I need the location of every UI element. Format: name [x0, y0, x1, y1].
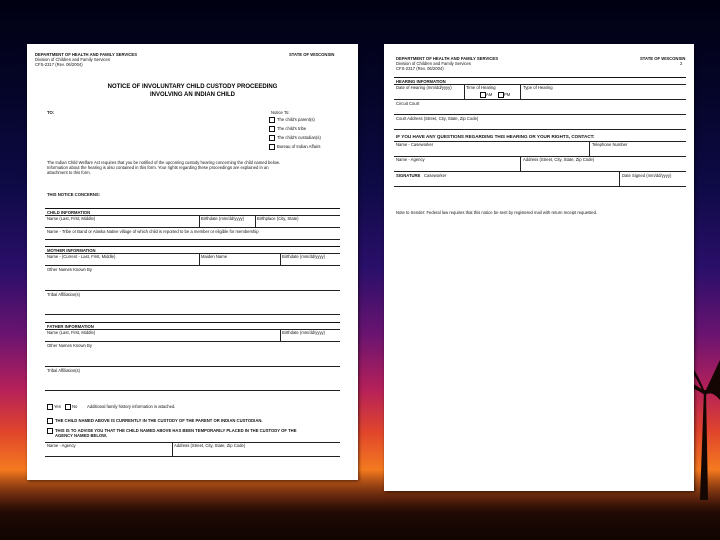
col-rule — [199, 215, 200, 227]
father-info-header: FATHER INFORMATION — [47, 324, 94, 329]
col-rule — [199, 253, 200, 265]
child-info-header: CHILD INFORMATION — [47, 210, 91, 215]
additional-info-label: Additional family history information is attached. — [87, 404, 176, 409]
signature-label: SIGNATURE — [396, 173, 421, 178]
form-page-2 — [384, 44, 694, 491]
col-rule — [255, 215, 256, 227]
section-rule — [45, 322, 340, 323]
notice-to-label: Notice To: — [271, 110, 290, 115]
row-rule — [45, 265, 340, 266]
row-rule — [45, 239, 340, 240]
state-label: STATE OF WISCONSIN — [640, 56, 686, 61]
caseworker-field[interactable]: Name - Caseworker — [396, 142, 434, 147]
child-birthdate-field[interactable]: Birthdate (mm/dd/yyyy) — [201, 216, 245, 221]
col-rule — [280, 329, 281, 341]
row-rule — [45, 456, 340, 457]
col-rule — [280, 253, 281, 265]
custody-parent-checkbox[interactable] — [47, 418, 53, 424]
pm-label: PM — [504, 92, 511, 97]
state-label: STATE OF WISCONSIN — [289, 52, 335, 57]
hearing-info-header: HEARING INFORMATION — [396, 79, 446, 84]
caseworker-signature-field[interactable]: Caseworker — [424, 173, 447, 178]
col-rule — [520, 156, 521, 171]
custodian-checkbox[interactable] — [269, 135, 275, 141]
note-to-sender: Note to Sender: Federal law requires that this notice be sent by registered mail with return receipt requested. — [396, 210, 598, 215]
row-rule — [45, 390, 340, 391]
agency-name: DEPARTMENT OF HEALTH AND FAMILY SERVICES — [396, 56, 498, 61]
form-number: CFS-2317 (Rev. 06/2004) — [35, 62, 83, 67]
concerns-label: THIS NOTICE CONCERNS: — [47, 192, 101, 197]
agency-name: DEPARTMENT OF HEALTH AND FAMILY SERVICES — [35, 52, 137, 57]
bia-checkbox[interactable] — [269, 144, 275, 150]
father-tribal-field[interactable]: Tribal Affiliation(s) — [47, 368, 81, 373]
division-name: Division of Children and Family Services — [396, 61, 471, 66]
telephone-field[interactable]: Telephone Number — [592, 142, 628, 147]
row-rule — [45, 366, 340, 367]
agency-address-field[interactable]: Address (Street, City, State, Zip Code) — [174, 443, 246, 448]
row-rule — [394, 99, 686, 100]
row-rule — [394, 141, 686, 142]
maiden-name-field[interactable]: Maiden Name — [201, 254, 228, 259]
parents-checkbox[interactable] — [269, 117, 275, 123]
section-rule — [45, 208, 340, 209]
icwa-text-line2: Information about the hearing is also contained in this form. Your rights regarding these proceedings are explained in an — [47, 165, 269, 170]
row-rule — [394, 186, 686, 187]
form-title-line1: NOTICE OF INVOLUNTARY CHILD CUSTODY PROCEEDING — [107, 84, 278, 90]
row-rule — [45, 290, 340, 291]
temp-custody-statement-line1: THIS IS TO ADVISE YOU THAT THE CHILD NAMED ABOVE HAS BEEN TEMPORARILY PLACED IN THE CUSTODY OF THE — [55, 428, 297, 433]
mother-info-header: MOTHER INFORMATION — [47, 248, 96, 253]
form-title-line2: INVOLVING AN INDIAN CHILD — [150, 92, 235, 98]
section-rule — [394, 77, 686, 78]
date-signed-field[interactable]: Date Signed (mm/dd/yyyy) — [622, 173, 672, 178]
mother-other-names-field[interactable]: Other Names Known By — [47, 267, 92, 272]
am-label: AM — [486, 92, 493, 97]
father-other-names-field[interactable]: Other Names Known By — [47, 343, 92, 348]
col-rule — [464, 84, 465, 99]
temp-custody-checkbox[interactable] — [47, 428, 53, 434]
temp-custody-statement-line2: AGENCY NAMED BELOW. — [55, 433, 108, 438]
col-rule — [589, 141, 590, 156]
page-number: 2 — [680, 61, 683, 66]
tribe-field[interactable]: Name - Tribe or Band or Alaska Native village of which child is reported to be a member or eligible for membership — [47, 229, 259, 234]
questions-contact-header: IF YOU HAVE ANY QUESTIONS REGARDING THIS HEARING OR YOUR RIGHTS, CONTACT: — [396, 134, 595, 139]
circuit-court-field[interactable]: Circuit Court — [396, 101, 420, 106]
form-page-1 — [27, 44, 358, 480]
tribe-checkbox[interactable] — [269, 126, 275, 132]
father-name-field[interactable]: Name (Last, First, Middle) — [47, 330, 96, 335]
bia-label: Bureau of Indian Affairs — [277, 144, 321, 149]
row-rule — [394, 171, 686, 172]
row-rule — [394, 129, 686, 130]
to-label: TO: — [47, 110, 55, 115]
division-name: Division of Children and Family Services — [35, 57, 110, 62]
child-birthplace-field[interactable]: Birthplace (City, State) — [257, 216, 299, 221]
agency-name-field[interactable]: Name - Agency — [47, 443, 76, 448]
mother-birthdate-field[interactable]: Birthdate (mm/dd/yyyy) — [282, 254, 326, 259]
contact-address-field[interactable]: Address (Street, City, State, Zip Code) — [523, 157, 595, 162]
child-name-field[interactable]: Name (Last, First, Middle) — [47, 216, 96, 221]
hearing-type-field[interactable]: Type of Hearing — [523, 85, 553, 90]
parents-label: The child's parent(s) — [277, 117, 315, 122]
no-label: No — [72, 404, 78, 409]
court-address-field[interactable]: Court Address (Street, City, State, Zip Code) — [396, 116, 479, 121]
row-rule — [394, 114, 686, 115]
section-rule — [45, 246, 340, 247]
col-rule — [520, 84, 521, 99]
yes-checkbox[interactable] — [47, 404, 53, 410]
mother-name-field[interactable]: Name - (Current - Last, First, Middle) — [47, 254, 116, 259]
tribe-label: The child's tribe — [277, 126, 307, 131]
yes-label: Yes — [54, 404, 61, 409]
custodian-label: The child's custodian(s) — [277, 135, 321, 140]
row-rule — [45, 341, 340, 342]
col-rule — [619, 171, 620, 186]
contact-agency-field[interactable]: Name - Agency — [396, 157, 425, 162]
icwa-text-line1: The Indian Child Welfare Act requires that you be notified of the upcoming custody hearing concerning the child named below. — [47, 160, 280, 165]
row-rule — [45, 314, 340, 315]
no-checkbox[interactable] — [65, 404, 71, 410]
mother-tribal-field[interactable]: Tribal Affiliation(s) — [47, 292, 81, 297]
col-rule — [172, 442, 173, 456]
icwa-text-line3: attachment to this form. — [47, 170, 91, 175]
hearing-time-field[interactable]: Time of Hearing — [466, 85, 496, 90]
father-birthdate-field[interactable]: Birthdate (mm/dd/yyyy) — [282, 330, 326, 335]
form-number: CFS-2317 (Rev. 06/2004) — [396, 66, 444, 71]
hearing-date-field[interactable]: Date of Hearing (mm/dd/yyyy) — [396, 85, 452, 90]
row-rule — [45, 227, 340, 228]
custody-parent-statement: THE CHILD NAMED ABOVE IS CURRENTLY IN THE CUSTODY OF THE PARENT OR INDIAN CUSTODIAN. — [55, 418, 263, 423]
